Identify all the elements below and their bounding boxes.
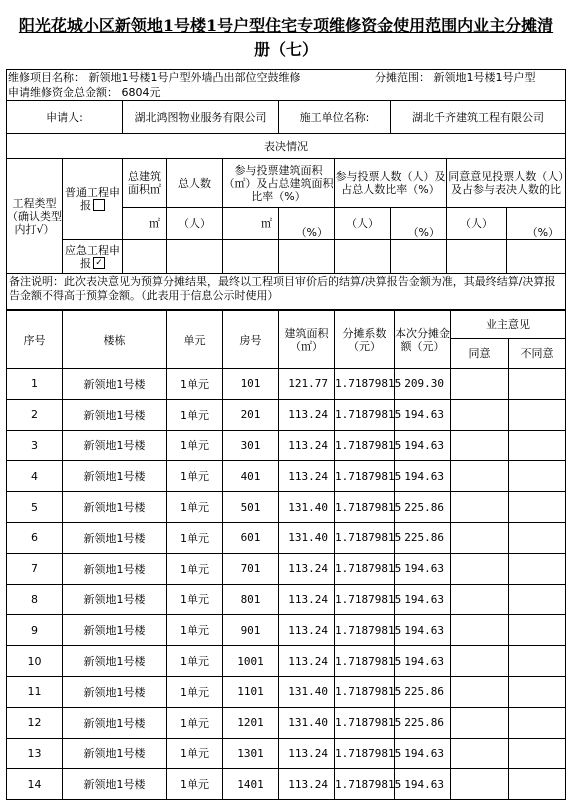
row-disagree-cell[interactable]	[509, 369, 566, 400]
row-building: 新领地1号楼	[63, 522, 167, 553]
row-unit: 1单元	[167, 430, 223, 461]
row-coef: 1.71879815	[335, 522, 395, 553]
row-coef: 1.71879815	[335, 738, 395, 769]
table-body	[7, 369, 566, 800]
row-coef: 1.71879815	[335, 769, 395, 800]
row-area: 113.24	[279, 430, 335, 461]
row-disagree-cell[interactable]	[509, 461, 566, 492]
table-row	[7, 522, 566, 553]
row-room: 201	[223, 399, 279, 430]
header-unit: 单元	[167, 311, 223, 369]
unit-pct-area: （%）	[279, 208, 335, 240]
row-building: 新领地1号楼	[63, 676, 167, 707]
applicant-value: 湖北鸿图物业服务有限公司	[123, 101, 279, 134]
parties-row	[7, 101, 566, 134]
row-agree-cell[interactable]	[451, 584, 509, 615]
row-area: 131.40	[279, 492, 335, 523]
row-building: 新领地1号楼	[63, 553, 167, 584]
row-disagree-cell[interactable]	[509, 646, 566, 677]
row-area: 113.24	[279, 646, 335, 677]
row-unit: 1单元	[167, 553, 223, 584]
table-row	[7, 584, 566, 615]
row-coef: 1.71879815	[335, 707, 395, 738]
unit-sqm-total: ㎡	[123, 208, 167, 240]
row-disagree-cell[interactable]	[509, 769, 566, 800]
row-amount: 194.63	[395, 769, 451, 800]
vote-title-row	[7, 134, 566, 159]
row-building: 新领地1号楼	[63, 738, 167, 769]
unit-pct-people: （%）	[391, 208, 447, 240]
applicant-label: 申请人:	[7, 101, 123, 134]
row-agree-cell[interactable]	[451, 369, 509, 400]
table-row	[7, 707, 566, 738]
row-disagree-cell[interactable]	[509, 522, 566, 553]
col-people-ratio: 参与投票人数（人）及占总人数比率（%）	[335, 159, 447, 208]
note-row	[7, 274, 566, 310]
table-row	[7, 399, 566, 430]
table-row	[7, 492, 566, 523]
row-room: 1201	[223, 707, 279, 738]
row-seq: 7	[7, 553, 63, 584]
row-amount: 194.63	[395, 399, 451, 430]
row-room: 701	[223, 553, 279, 584]
row-unit: 1单元	[167, 399, 223, 430]
table-row	[7, 369, 566, 400]
row-coef: 1.71879815	[335, 646, 395, 677]
document-title	[6, 14, 566, 62]
row-disagree-cell[interactable]	[509, 553, 566, 584]
row-agree-cell[interactable]	[451, 399, 509, 430]
empty-cell	[223, 240, 279, 274]
row-amount: 225.86	[395, 492, 451, 523]
header-table	[6, 100, 566, 310]
row-seq: 4	[7, 461, 63, 492]
row-coef: 1.71879815	[335, 399, 395, 430]
row-building: 新领地1号楼	[63, 584, 167, 615]
row-area: 113.24	[279, 769, 335, 800]
row-amount: 194.63	[395, 646, 451, 677]
unit-pct-agree: （%）	[507, 208, 566, 240]
row-building: 新领地1号楼	[63, 461, 167, 492]
table-row	[7, 646, 566, 677]
row-seq: 9	[7, 615, 63, 646]
col-agree-ratio: 同意意见投票人数（人）及占参与表决人数的比	[447, 159, 566, 208]
row-disagree-cell[interactable]	[509, 492, 566, 523]
normal-project-cell	[63, 159, 123, 240]
project-info	[6, 69, 566, 100]
row-unit: 1单元	[167, 738, 223, 769]
row-unit: 1单元	[167, 584, 223, 615]
row-amount: 225.86	[395, 676, 451, 707]
header-opinion: 业主意见	[451, 311, 566, 339]
row-coef: 1.71879815	[335, 584, 395, 615]
row-room: 1301	[223, 738, 279, 769]
table-row	[7, 553, 566, 584]
row-room: 1401	[223, 769, 279, 800]
row-coef: 1.71879815	[335, 615, 395, 646]
row-building: 新领地1号楼	[63, 769, 167, 800]
project-label: 维修项目名称：	[8, 71, 85, 84]
header-room: 房号	[223, 311, 279, 369]
row-disagree-cell[interactable]	[509, 584, 566, 615]
row-building: 新领地1号楼	[63, 646, 167, 677]
row-disagree-cell[interactable]	[509, 707, 566, 738]
row-area: 131.40	[279, 522, 335, 553]
empty-cell	[335, 240, 391, 274]
row-agree-cell[interactable]	[451, 707, 509, 738]
row-amount: 209.30	[395, 369, 451, 400]
row-agree-cell[interactable]	[451, 769, 509, 800]
row-amount: 194.63	[395, 461, 451, 492]
unit-sqm-vote: ㎡	[223, 208, 279, 240]
scope-value: 新领地1号楼1号户型	[433, 71, 536, 84]
row-area: 113.24	[279, 553, 335, 584]
unit-person-vote: （人）	[335, 208, 391, 240]
row-amount: 194.63	[395, 615, 451, 646]
unit-person-agree: （人）	[447, 208, 507, 240]
row-agree-cell[interactable]	[451, 738, 509, 769]
table-row	[7, 676, 566, 707]
row-seq: 11	[7, 676, 63, 707]
amount-row	[7, 85, 565, 100]
row-seq: 2	[7, 399, 63, 430]
table-row	[7, 738, 566, 769]
project-value: 新领地1号楼1号户型外墙凸出部位空鼓维修	[88, 71, 301, 84]
row-area: 113.24	[279, 399, 335, 430]
header-coef: 分摊系数（元）	[335, 311, 395, 369]
row-unit: 1单元	[167, 707, 223, 738]
contractor-label: 施工单位名称:	[279, 101, 391, 134]
row-seq: 8	[7, 584, 63, 615]
row-seq: 14	[7, 769, 63, 800]
empty-cell	[391, 240, 447, 274]
col-area-ratio: 参与投票建筑面积（㎡）及占总建筑面积比率（%）	[223, 159, 335, 208]
row-building: 新领地1号楼	[63, 615, 167, 646]
row-coef: 1.71879815	[335, 676, 395, 707]
unit-person-total: （人）	[167, 208, 223, 240]
empty-cell	[279, 240, 335, 274]
header-building: 楼栋	[63, 311, 167, 369]
amount-label: 申请维修资金总金额：	[8, 86, 118, 99]
row-building: 新领地1号楼	[63, 707, 167, 738]
row-room: 1101	[223, 676, 279, 707]
col-total-area: 总建筑面积㎡	[123, 159, 167, 208]
row-amount: 194.63	[395, 553, 451, 584]
row-agree-cell[interactable]	[451, 492, 509, 523]
project-type-label: 工程类型（确认类型内打√）	[7, 159, 63, 274]
row-area: 121.77	[279, 369, 335, 400]
row-unit: 1单元	[167, 369, 223, 400]
row-seq: 3	[7, 430, 63, 461]
table-row	[7, 461, 566, 492]
empty-cell	[167, 240, 223, 274]
row-seq: 13	[7, 738, 63, 769]
row-coef: 1.71879815	[335, 430, 395, 461]
row-unit: 1单元	[167, 615, 223, 646]
row-disagree-cell[interactable]	[509, 430, 566, 461]
title-line-1: 阳光花城小区新领地1号楼1号户型住宅专项维修资金使用范围内业主分摊清	[18, 16, 554, 35]
scope	[375, 70, 536, 85]
row-building: 新领地1号楼	[63, 430, 167, 461]
row-unit: 1单元	[167, 522, 223, 553]
row-building: 新领地1号楼	[63, 492, 167, 523]
row-disagree-cell[interactable]	[509, 676, 566, 707]
row-room: 301	[223, 430, 279, 461]
row-room: 801	[223, 584, 279, 615]
emergency-project-checkbox[interactable]: ✓	[93, 257, 105, 269]
table-row	[7, 615, 566, 646]
header-agree: 同意	[451, 339, 509, 369]
row-room: 601	[223, 522, 279, 553]
table-row	[7, 430, 566, 461]
emergency-row	[7, 240, 566, 274]
row-unit: 1单元	[167, 769, 223, 800]
row-seq: 12	[7, 707, 63, 738]
row-disagree-cell[interactable]	[509, 738, 566, 769]
header-amount: 本次分摊金额（元）	[395, 311, 451, 369]
row-coef: 1.71879815	[335, 492, 395, 523]
row-building: 新领地1号楼	[63, 369, 167, 400]
amount-value: 6804元	[121, 86, 161, 99]
row-seq: 1	[7, 369, 63, 400]
scope-label: 分摊范围：	[375, 71, 430, 84]
row-seq: 5	[7, 492, 63, 523]
row-area: 113.24	[279, 584, 335, 615]
contractor-value: 湖北千齐建筑工程有限公司	[391, 101, 566, 134]
row-coef: 1.71879815	[335, 461, 395, 492]
row-unit: 1单元	[167, 646, 223, 677]
header-area: 建筑面积（㎡）	[279, 311, 335, 369]
row-coef: 1.71879815	[335, 553, 395, 584]
emergency-project-label: 应急工程申报	[65, 243, 120, 270]
normal-project-checkbox[interactable]	[93, 199, 105, 211]
row-amount: 194.63	[395, 430, 451, 461]
header-seq: 序号	[7, 311, 63, 369]
header-disagree: 不同意	[509, 339, 566, 369]
empty-cell	[447, 240, 507, 274]
row-area: 113.24	[279, 461, 335, 492]
row-unit: 1单元	[167, 676, 223, 707]
row-seq: 6	[7, 522, 63, 553]
row-amount: 194.63	[395, 738, 451, 769]
row-building: 新领地1号楼	[63, 399, 167, 430]
row-agree-cell[interactable]	[451, 553, 509, 584]
row-unit: 1单元	[167, 492, 223, 523]
title-line-2: 册（七）	[253, 40, 318, 59]
row-agree-cell[interactable]	[451, 615, 509, 646]
vote-section-title: 表决情况	[7, 134, 566, 159]
row-room: 401	[223, 461, 279, 492]
row-agree-cell[interactable]	[451, 461, 509, 492]
row-area: 113.24	[279, 615, 335, 646]
row-agree-cell[interactable]	[451, 430, 509, 461]
row-seq: 10	[7, 646, 63, 677]
project-row	[7, 70, 565, 85]
row-agree-cell[interactable]	[451, 522, 509, 553]
row-area: 131.40	[279, 707, 335, 738]
row-agree-cell[interactable]	[451, 646, 509, 677]
normal-project-label: 普通工程申报	[65, 186, 120, 212]
row-disagree-cell[interactable]	[509, 615, 566, 646]
row-room: 101	[223, 369, 279, 400]
row-room: 1001	[223, 646, 279, 677]
table-row	[7, 769, 566, 800]
col-total-owners: 总人数	[167, 159, 223, 208]
empty-cell	[507, 240, 566, 274]
row-room: 501	[223, 492, 279, 523]
row-amount: 194.63	[395, 584, 451, 615]
row-disagree-cell[interactable]	[509, 399, 566, 430]
allocation-table	[6, 310, 566, 800]
table-header-row-1	[7, 311, 566, 339]
note-text: 备注说明：此次表决意见为预算分摊结果，最终以工程项目审价后的结算/决算报告金额为准，其最终结算/决算报告金额不得高于预算金额。（此表用于信息公示时使用）	[7, 274, 566, 310]
vote-header-row	[7, 159, 566, 208]
row-unit: 1单元	[167, 461, 223, 492]
row-area: 113.24	[279, 738, 335, 769]
row-coef: 1.71879815	[335, 369, 395, 400]
row-agree-cell[interactable]	[451, 676, 509, 707]
empty-cell	[123, 240, 167, 274]
emergency-project-cell	[63, 240, 123, 274]
row-amount: 225.86	[395, 522, 451, 553]
row-amount: 225.86	[395, 707, 451, 738]
row-area: 131.40	[279, 676, 335, 707]
row-room: 901	[223, 615, 279, 646]
